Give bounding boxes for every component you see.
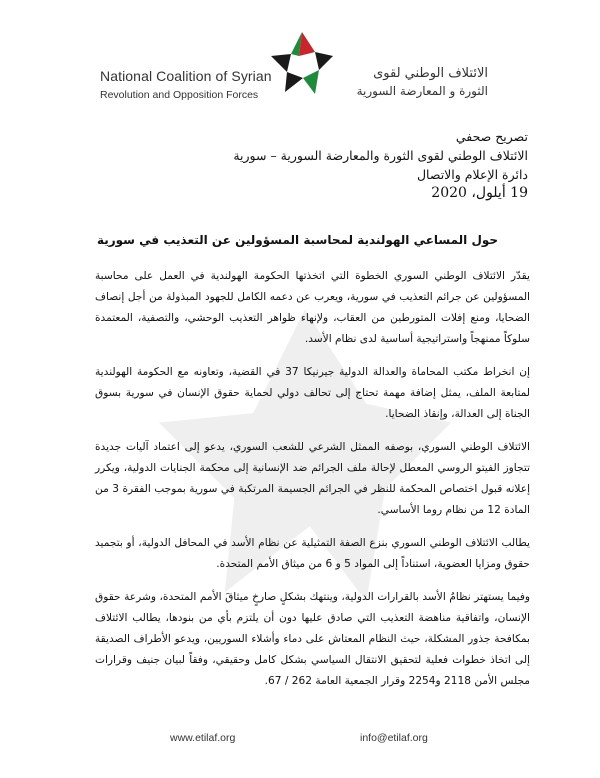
org-name-arabic [338, 66, 488, 98]
org-name-english [100, 68, 290, 101]
issuer: الائتلاف الوطني لقوى الثورة والمعارضة السورية – سورية [233, 148, 528, 163]
paragraph: يقدّر الائتلاف الوطني السوري الخطوة التي اتخذتها الحكومة الهولندية في العمل على محاسبة المسؤولين عن جرائم التعذيب في سورية، ويعرب عن دعمه الكامل للجهود المبذولة من أجل إنصاف الضحايا، ومنع إفلات المتورطين من العقاب، ولإنهاء ظواهر التعذيب الوحشي، والتصفية، المعتمدة سلوكاً ممنهجاً واستراتيجية أساسية لدى نظام الأسد. [95, 270, 530, 345]
paragraph: إن انخراط مكتب المحاماة والعدالة الدولية جيرنيكا 37 في القضية، وتعاونه مع الحكومة الهولندية لمتابعة الملف، يمثل إضافة مهمة تحتاج إلى تحالف دولي لحماية حقوق الإنسان في سورية بسوق الجناة إلى العدالة، وإنقاذ الضحايا. [95, 366, 531, 420]
org-name-ar-line2: الثورة و المعارضة السورية [356, 84, 488, 98]
email-link[interactable]: info@etilaf.org [360, 732, 428, 744]
release-date: 19 أيلول، 2020 [431, 185, 528, 201]
department: دائرة الإعلام والاتصال [416, 167, 528, 182]
paragraph: يطالب الائتلاف الوطني السوري بنزع الصفة التمثيلية عن نظام الأسد في المحافل الدولية، أو بتجميد حقوق ومزايا العضوية، استناداً إلى المواد 5 و 6 من ميثاق الأمم المتحدة. [95, 537, 530, 570]
statement-title: حول المساعي الهولندية لمحاسبة المسؤولين عن التعذيب في سورية [96, 233, 499, 247]
letterhead [0, 0, 600, 118]
statement-body [95, 266, 530, 704]
paragraph: الائتلاف الوطني السوري، بوصفه الممثل الشرعي للشعب السوري، يدعو إلى اعتماد آليات جديدة تتجاوز الفيتو الروسي المعطل لإحالة ملف الجرائم ضد الإنسانية إلى محكمة الجنايات الدولية، ويكرر إعلانه قبول اختصاص المحكمة للنظر في الجرائم الجسيمة المرتكبة في سورية بموجب الفقرة 3 من المادة 12 من نظام روما الأساسي. [95, 441, 531, 516]
website-link[interactable]: www.etilaf.org [170, 732, 236, 744]
org-name-en-line2: Revolution and Opposition Forces [100, 89, 259, 101]
coalition-star-emblem-icon [269, 30, 335, 100]
org-name-en-line1: National Coalition of Syrian [100, 68, 272, 84]
press-release-meta [233, 127, 528, 203]
org-name-ar-line1: الائتلاف الوطني لقوى [373, 66, 488, 81]
doc-type: تصريح صحفي [455, 129, 528, 144]
footer [0, 728, 600, 758]
paragraph: وفيما يستهتر نظامُ الأسد بالقرارات الدولية، وينتهك بشكلٍ صارخٍ ميثاقَ الأمم المتحدة، وشرعة حقوق الإنسان، واتفاقية مناهضة التعذيب التي صادق عليها دون أن يلتزم بأي من بنودها، يطالب الائتلاف بمكافحة جذور المشكلة، حيث النظام المعتاش على دماء وأشلاء السوريين، ويدعو الأطراف الصديقة إلى اتخاذ خطوات فعلية لتحقيق الانتقال السياسي بشكل كامل وحقيقي، وفقاً لبيان جنيف وقرارات مجلس الأمن 2118 و2254 وقرار الجمعية العامة 262 / 67. [95, 591, 530, 687]
